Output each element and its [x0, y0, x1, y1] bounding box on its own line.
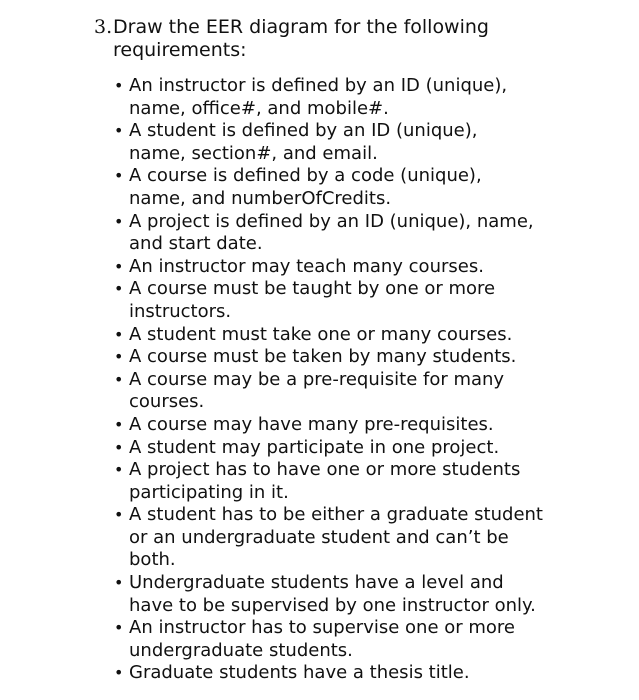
requirement-line: An instructor may teach many courses.: [129, 255, 484, 277]
requirement-text: [129, 278, 584, 323]
requirement-text: [129, 617, 584, 662]
requirement-text: [129, 437, 584, 460]
bullet-icon: •: [114, 347, 124, 367]
requirement-item: [114, 256, 584, 279]
bullet-icon: •: [114, 663, 124, 683]
requirement-line: name, office#, and mobile#.: [129, 97, 389, 119]
requirement-line: An instructor has to supervise one or more: [129, 617, 516, 639]
requirement-line: A course may be a pre-requisite for many: [129, 368, 505, 390]
requirement-item: [114, 459, 584, 504]
bullet-icon: •: [114, 573, 124, 593]
requirement-line: An instructor is defined by an ID (unique),: [129, 75, 508, 96]
bullet-icon: •: [114, 211, 124, 231]
bullet-icon: •: [114, 460, 124, 480]
requirement-text: [129, 346, 584, 369]
requirement-text: [129, 662, 584, 685]
requirement-text: [129, 120, 584, 165]
requirement-text: [129, 414, 584, 437]
bullet-icon: •: [114, 166, 124, 186]
requirement-item: [114, 165, 584, 210]
bullet-icon: •: [114, 256, 124, 276]
requirements-list: [114, 75, 584, 685]
requirement-line: A course may have many pre-requisites.: [129, 413, 494, 435]
requirement-line: courses.: [129, 391, 205, 413]
bullet-icon: •: [114, 324, 124, 344]
requirement-line: A project has to have one or more students: [129, 459, 521, 481]
bullet-icon: •: [114, 437, 124, 457]
requirement-text: [129, 211, 584, 256]
requirement-line: A project is defined by an ID (unique), name,: [129, 210, 534, 232]
question-block: [94, 16, 614, 62]
requirement-line: instructors.: [129, 300, 232, 322]
requirement-line: participating in it.: [129, 481, 289, 503]
requirement-item: [114, 211, 584, 256]
bullet-icon: •: [114, 414, 124, 434]
bullet-icon: •: [114, 369, 124, 389]
requirement-item: [114, 75, 584, 120]
requirement-item: [114, 346, 584, 369]
requirement-item: [114, 504, 584, 572]
requirement-line: A course is defined by a code (unique),: [129, 165, 482, 187]
bullet-icon: •: [114, 279, 124, 299]
bullet-icon: •: [114, 505, 124, 525]
requirement-text: [129, 324, 584, 347]
bullet-icon: •: [114, 76, 124, 95]
requirement-text: [129, 165, 584, 210]
requirement-item: [114, 324, 584, 347]
requirement-line: name, section#, and email.: [129, 142, 378, 164]
requirement-line: A student has to be either a graduate student: [129, 504, 543, 526]
requirement-item: [114, 120, 584, 165]
requirement-item: [114, 437, 584, 460]
requirement-item: [114, 369, 584, 414]
requirement-item: [114, 278, 584, 323]
requirement-text: [129, 75, 584, 120]
requirement-item: [114, 572, 584, 617]
bullet-icon: •: [114, 618, 124, 638]
requirement-line: A student must take one or many courses.: [129, 323, 513, 345]
requirement-text: [129, 572, 584, 617]
requirement-text: [129, 504, 584, 572]
requirement-line: or an undergraduate student and can’t be: [129, 526, 509, 548]
requirement-line: A student is defined by an ID (unique),: [129, 120, 478, 142]
requirement-line: undergraduate students.: [129, 639, 353, 661]
requirement-item: [114, 662, 584, 685]
question-number: 3.: [94, 16, 113, 38]
requirement-line: both.: [129, 549, 176, 571]
requirement-line: A course must be taught by one or more: [129, 278, 496, 300]
bullet-icon: •: [114, 121, 124, 141]
question-text: Draw the EER diagram for the following requirements:: [113, 16, 489, 61]
requirement-text: [129, 256, 584, 279]
requirement-text: [129, 459, 584, 504]
requirement-line: A student may participate in one project.: [129, 436, 500, 458]
requirement-item: [114, 414, 584, 437]
requirement-line: and start date.: [129, 233, 263, 255]
requirement-line: Undergraduate students have a level and: [129, 572, 504, 594]
question-heading: [94, 16, 614, 62]
requirement-line: Graduate students have a thesis title.: [129, 662, 470, 684]
requirement-line: have to be supervised by one instructor only.: [129, 594, 536, 616]
requirement-item: [114, 617, 584, 662]
requirement-text: [129, 369, 584, 414]
requirement-line: name, and numberOfCredits.: [129, 187, 392, 209]
requirement-line: A course must be taken by many students.: [129, 346, 517, 368]
